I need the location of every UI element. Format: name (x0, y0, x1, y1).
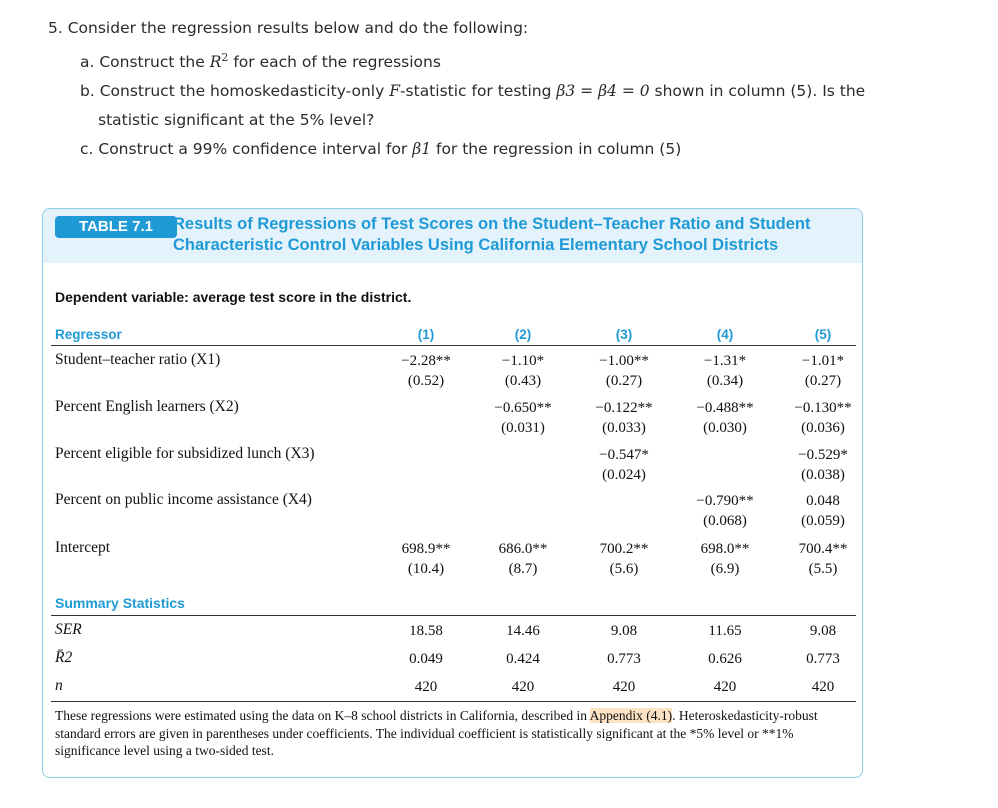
coefficient-cell: −0.122** (595, 400, 653, 416)
std-error-cell: (0.27) (804, 373, 842, 389)
summary-cell: 14.46 (506, 623, 540, 639)
column-header: (3) (615, 327, 633, 342)
summary-cell: 0.626 (708, 651, 742, 667)
coefficient-cell: −0.130** (794, 400, 852, 416)
column-header: (2) (514, 327, 532, 342)
coefficient-cell: 686.0** (498, 541, 548, 557)
summary-cell: 420 (511, 679, 535, 695)
appendix-link[interactable]: Appendix (4.1) (589, 708, 673, 723)
coefficient-cell: −0.488** (696, 400, 754, 416)
question-block (48, 14, 948, 164)
row-label: Intercept (55, 539, 111, 556)
coefficient-cell: −2.28** (401, 353, 451, 369)
summary-label: n (55, 677, 63, 694)
std-error-cell: (6.9) (710, 561, 740, 577)
column-header: (5) (814, 327, 832, 342)
std-error-cell: (10.4) (407, 561, 445, 577)
regression-table (42, 208, 863, 778)
regressor-header: Regressor (55, 327, 122, 342)
summary-rule (51, 615, 856, 616)
summary-cell: 0.773 (806, 651, 840, 667)
std-error-cell: (0.031) (501, 420, 545, 436)
summary-cell: 420 (811, 679, 835, 695)
summary-cell: 11.65 (708, 623, 742, 639)
coefficient-cell: 0.048 (806, 493, 840, 509)
std-error-cell: (0.033) (602, 420, 646, 436)
std-error-cell: (0.038) (801, 467, 845, 483)
table-footnote: These regressions were estimated using the data on K–8 school districts in California, described in Appendix (4.1). Heteroskedasticity-robust standard errors are given in parentheses under coefficients. The individual coefficient is statistically significant at the *5% level or **1% significance level using a two-sided test. (55, 708, 818, 758)
question-part-c: c. Construct a 99% confidence interval for β1 for the regression in column (5) (80, 140, 682, 159)
dependent-variable: Dependent variable: average test score in the district. (55, 289, 412, 305)
table-tag: TABLE 7.1 (55, 216, 177, 238)
question-part-b: b. Construct the homoskedasticity-only F-statistic for testing β3 = β4 = 0 shown in column (5). Is the (80, 82, 866, 101)
coefficient-cell: 700.4** (798, 541, 848, 557)
summary-cell: 420 (713, 679, 737, 695)
std-error-cell: (0.27) (605, 373, 643, 389)
std-error-cell: (0.52) (407, 373, 445, 389)
std-error-cell: (8.7) (508, 561, 538, 577)
std-error-cell: (0.036) (801, 420, 845, 436)
row-label: Student–teacher ratio (X1) (55, 351, 221, 368)
summary-cell: 0.424 (506, 651, 540, 667)
coefficient-cell: −1.31* (703, 353, 747, 369)
coefficient-cell: −0.547* (599, 447, 649, 463)
summary-label: SER (55, 621, 82, 638)
coefficient-cell: −0.790** (696, 493, 754, 509)
row-label: Percent English learners (X2) (55, 398, 239, 415)
question-part-a: a. Construct the $R^2$ for each of the regressions (80, 51, 441, 72)
row-label: Percent eligible for subsidized lunch (X3) (55, 445, 315, 462)
std-error-cell: (0.059) (801, 513, 845, 529)
coefficient-cell: 700.2** (599, 541, 649, 557)
summary-cell: 9.08 (809, 623, 837, 639)
coefficient-cell: −1.10* (501, 353, 545, 369)
summary-cell: 0.773 (607, 651, 641, 667)
std-error-cell: (0.43) (504, 373, 542, 389)
coefficient-cell: −1.00** (599, 353, 649, 369)
column-header: (1) (417, 327, 435, 342)
question-intro: 5. Consider the regression results below and do the following: (48, 19, 529, 37)
summary-cell: 9.08 (610, 623, 638, 639)
summary-cell: 420 (414, 679, 438, 695)
std-error-cell: (0.024) (602, 467, 646, 483)
bottom-rule (51, 701, 856, 702)
std-error-cell: (5.6) (609, 561, 639, 577)
question-part-b-cont: statistic significant at the 5% level? (98, 111, 375, 130)
std-error-cell: (0.34) (706, 373, 744, 389)
summary-cell: 0.049 (409, 651, 443, 667)
header-rule (51, 345, 856, 346)
std-error-cell: (5.5) (808, 561, 838, 577)
coefficient-cell: −1.01* (801, 353, 845, 369)
summary-cell: 18.58 (409, 623, 443, 639)
summary-cell: 420 (612, 679, 636, 695)
summary-label: R̄2 (55, 649, 73, 666)
coefficient-cell: −0.529* (798, 447, 848, 463)
coefficient-cell: −0.650** (494, 400, 552, 416)
std-error-cell: (0.030) (703, 420, 747, 436)
coefficient-cell: 698.0** (700, 541, 750, 557)
coefficient-cell: 698.9** (401, 541, 451, 557)
column-header: (4) (716, 327, 734, 342)
table-title: Results of Regressions of Test Scores on the Student–Teacher Ratio and Student Characteristic Control Variables Using California Elementary School Districts (173, 215, 811, 254)
row-label: Percent on public income assistance (X4) (55, 491, 312, 508)
summary-header: Summary Statistics (55, 595, 185, 611)
std-error-cell: (0.068) (703, 513, 747, 529)
